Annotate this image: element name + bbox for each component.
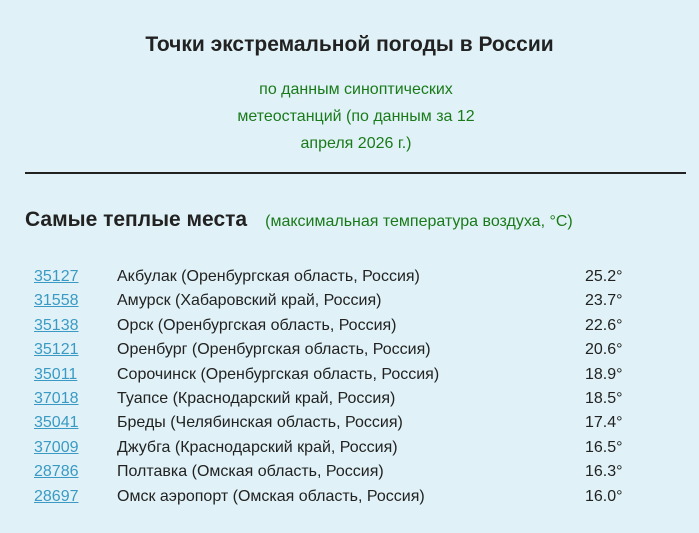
- subtitle-line: апреля 2026 г.): [300, 135, 412, 152]
- station-code-link[interactable]: 35041: [34, 414, 79, 432]
- station-temperature: 20.6°: [585, 341, 623, 359]
- station-temperature: 23.7°: [585, 292, 623, 310]
- list-item: [0, 266, 699, 290]
- station-temperature: 16.5°: [585, 438, 623, 456]
- list-item: [0, 364, 699, 388]
- station-place: Омск аэропорт (Омская область, Россия): [117, 487, 425, 505]
- section-note: (максимальная температура воздуха, °C): [265, 213, 573, 230]
- subtitle-line: метеостанций (по данным за 12: [237, 108, 475, 125]
- station-temperature: 25.2°: [585, 268, 623, 285]
- station-place: Акбулак (Оренбургская область, Россия): [117, 268, 420, 285]
- station-code-link[interactable]: 28786: [34, 463, 79, 481]
- list-item: [0, 290, 699, 314]
- station-code-link[interactable]: 35011: [34, 365, 78, 383]
- station-place: Оренбург (Оренбургская область, Россия): [117, 341, 431, 359]
- page-subtitle: [206, 76, 506, 157]
- station-temperature: 18.5°: [585, 389, 623, 407]
- station-code-link[interactable]: 28697: [34, 487, 79, 505]
- list-item: [0, 388, 699, 412]
- station-code-link[interactable]: 35138: [34, 316, 79, 334]
- station-code-link[interactable]: 35121: [34, 341, 79, 359]
- station-temperature: 16.3°: [585, 463, 623, 481]
- page-title: Точки экстремальной погоды в России: [145, 33, 554, 56]
- list-item: [0, 437, 699, 461]
- station-place: Туапсе (Краснодарский край, Россия): [117, 389, 396, 407]
- section-heading: [25, 208, 573, 232]
- list-item: [0, 315, 699, 339]
- station-temperature: 16.0°: [585, 487, 623, 505]
- station-list: [0, 266, 699, 510]
- station-place: Амурск (Хабаровский край, Россия): [117, 292, 382, 310]
- station-place: Полтавка (Омская область, Россия): [117, 463, 384, 481]
- station-temperature: 22.6°: [585, 316, 623, 334]
- station-code-link[interactable]: 35127: [34, 268, 79, 285]
- list-item: [0, 486, 699, 510]
- subtitle-line: по данным синоптических: [259, 81, 453, 98]
- station-place: Сорочинск (Оренбургская область, Россия): [117, 365, 440, 383]
- list-item: [0, 412, 699, 436]
- station-place: Джубга (Краснодарский край, Россия): [117, 438, 398, 456]
- list-item: [0, 339, 699, 363]
- header-divider: [25, 172, 686, 174]
- station-code-link[interactable]: 31558: [34, 292, 79, 310]
- station-temperature: 17.4°: [585, 414, 623, 432]
- station-place: Орск (Оренбургская область, Россия): [117, 316, 397, 334]
- station-code-link[interactable]: 37018: [34, 389, 79, 407]
- station-place: Бреды (Челябинская область, Россия): [117, 414, 403, 432]
- station-temperature: 18.9°: [585, 365, 623, 383]
- station-code-link[interactable]: 37009: [34, 438, 79, 456]
- section-title: Самые теплые места: [25, 208, 248, 231]
- list-item: [0, 461, 699, 485]
